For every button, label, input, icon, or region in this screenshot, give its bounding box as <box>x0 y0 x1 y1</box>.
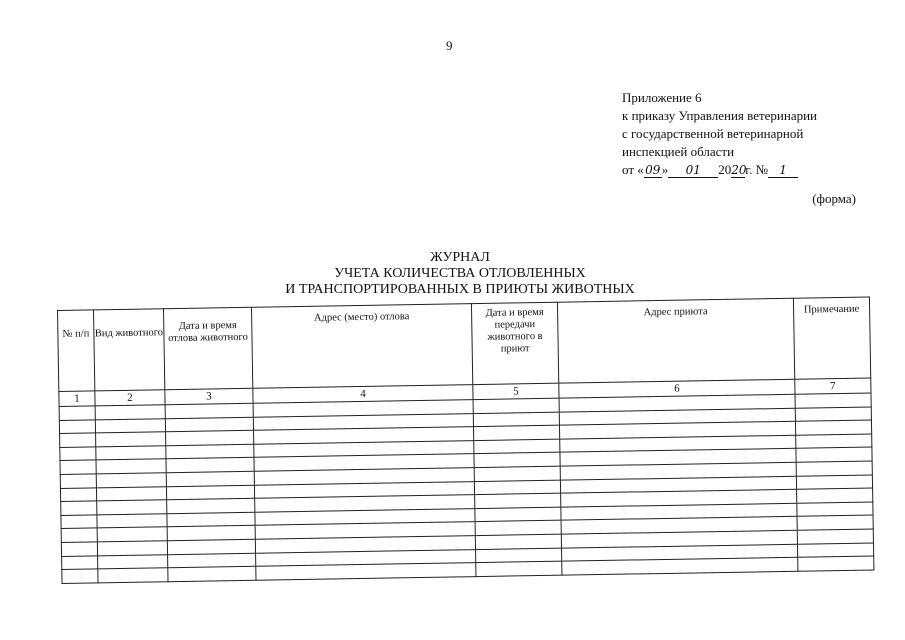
table-cell <box>795 420 871 435</box>
title-line-3: И ТРАНСПОРТИРОВАННЫХ В ПРИЮТЫ ЖИВОТНЫХ <box>285 282 635 297</box>
table-cell <box>166 485 254 500</box>
table-cell <box>474 439 560 454</box>
table-cell <box>475 521 561 536</box>
table-cell <box>797 515 873 530</box>
table-cell <box>475 507 561 522</box>
header-cell: Вид животного <box>94 309 165 391</box>
table-cell <box>60 460 96 474</box>
table-cell <box>256 563 476 580</box>
appendix-line-3: с государственной ветеринарной <box>622 126 804 141</box>
date-day: 09 <box>645 163 661 177</box>
table-cell <box>167 498 255 513</box>
header-cell: Дата и время отлова животного <box>163 307 252 389</box>
table-cell <box>98 568 168 583</box>
appendix-line-2: к приказу Управления ветеринарии <box>622 108 818 123</box>
table-cell <box>473 398 559 413</box>
header-cell: Дата и время передачи животного в приют <box>471 302 558 384</box>
table-cell <box>167 526 255 541</box>
table-cell <box>475 534 561 549</box>
table-cell <box>96 486 166 501</box>
table-cell <box>166 430 254 445</box>
table-cell <box>59 419 95 433</box>
table-cell <box>95 405 165 420</box>
table-cell <box>796 461 872 476</box>
table-cell <box>797 529 873 544</box>
table-cell <box>165 417 253 432</box>
table-cell <box>165 403 253 418</box>
table-cell <box>166 444 254 459</box>
column-number: 6 <box>559 379 795 398</box>
table-cell <box>95 418 165 433</box>
order-number: 1 <box>768 164 798 178</box>
table-cell <box>61 542 97 556</box>
date-mid: » <box>661 162 669 177</box>
appendix-date-line <box>622 161 817 179</box>
column-number: 7 <box>795 378 871 394</box>
header-cell: Примечание <box>793 297 870 379</box>
table-cell <box>167 539 255 554</box>
table-cell <box>61 515 97 529</box>
table-body <box>59 393 874 583</box>
date-year: 20 <box>731 163 747 177</box>
date-month: 01 <box>668 164 718 178</box>
table-cell <box>474 453 560 468</box>
table-cell <box>795 407 871 422</box>
appendix-line-4: инспекцией области <box>622 144 735 159</box>
table-cell <box>60 433 96 447</box>
column-number: 5 <box>473 383 559 399</box>
header-row <box>58 297 871 391</box>
journal-table-wrapper <box>57 297 873 584</box>
table-cell <box>60 447 96 461</box>
table-cell <box>796 447 872 462</box>
appendix-line-1: Приложение 6 <box>622 90 702 105</box>
journal-table <box>57 297 874 584</box>
table-cell <box>476 561 562 576</box>
table-cell <box>96 459 166 474</box>
appendix-block <box>622 89 817 179</box>
table-cell <box>475 493 561 508</box>
table-cell <box>98 554 168 569</box>
table-cell <box>59 406 95 420</box>
page-number: 9 <box>446 38 453 53</box>
date-prefix: от « <box>622 162 644 177</box>
table-cell <box>97 527 167 542</box>
table-cell <box>168 553 256 568</box>
year-prefix: 20 <box>718 162 732 177</box>
table-cell <box>96 432 166 447</box>
table-cell <box>96 473 166 488</box>
table-cell <box>797 502 873 517</box>
table-cell <box>62 555 98 569</box>
table-cell <box>795 393 871 408</box>
table-cell <box>60 474 96 488</box>
title-line-2: УЧЕТА КОЛИЧЕСТВА ОТЛОВЛЕННЫХ <box>334 266 586 281</box>
table-cell <box>61 528 97 542</box>
table-cell <box>97 500 167 515</box>
column-number: 2 <box>95 390 165 406</box>
date-suffix: г. № <box>745 162 769 177</box>
table-cell <box>97 541 167 556</box>
table-cell <box>476 548 562 563</box>
title-line-1: ЖУРНАЛ <box>430 250 490 265</box>
header-cell: Адрес (место) отлова <box>251 304 472 389</box>
column-number: 1 <box>59 391 95 407</box>
header-cell: Адрес приюта <box>557 298 794 383</box>
table-cell <box>61 501 97 515</box>
table-cell <box>798 556 874 571</box>
table-cell <box>474 480 560 495</box>
table-cell <box>166 471 254 486</box>
column-number: 4 <box>253 385 473 404</box>
header-cell: № п/п <box>58 310 95 392</box>
table-cell <box>97 513 167 528</box>
table-cell <box>797 488 873 503</box>
table-cell <box>167 512 255 527</box>
journal-title <box>230 250 690 298</box>
column-number: 3 <box>165 388 253 404</box>
table-cell <box>168 566 256 581</box>
table-cell <box>166 458 254 473</box>
table-cell <box>60 487 96 501</box>
form-label: (форма) <box>812 191 856 206</box>
table-cell <box>62 569 98 583</box>
table-cell <box>473 425 559 440</box>
table-cell <box>474 466 560 481</box>
table-cell <box>796 475 872 490</box>
table-cell <box>796 434 872 449</box>
table-cell <box>562 557 798 575</box>
table-cell <box>473 412 559 427</box>
table-cell <box>96 445 166 460</box>
table-cell <box>797 543 873 558</box>
